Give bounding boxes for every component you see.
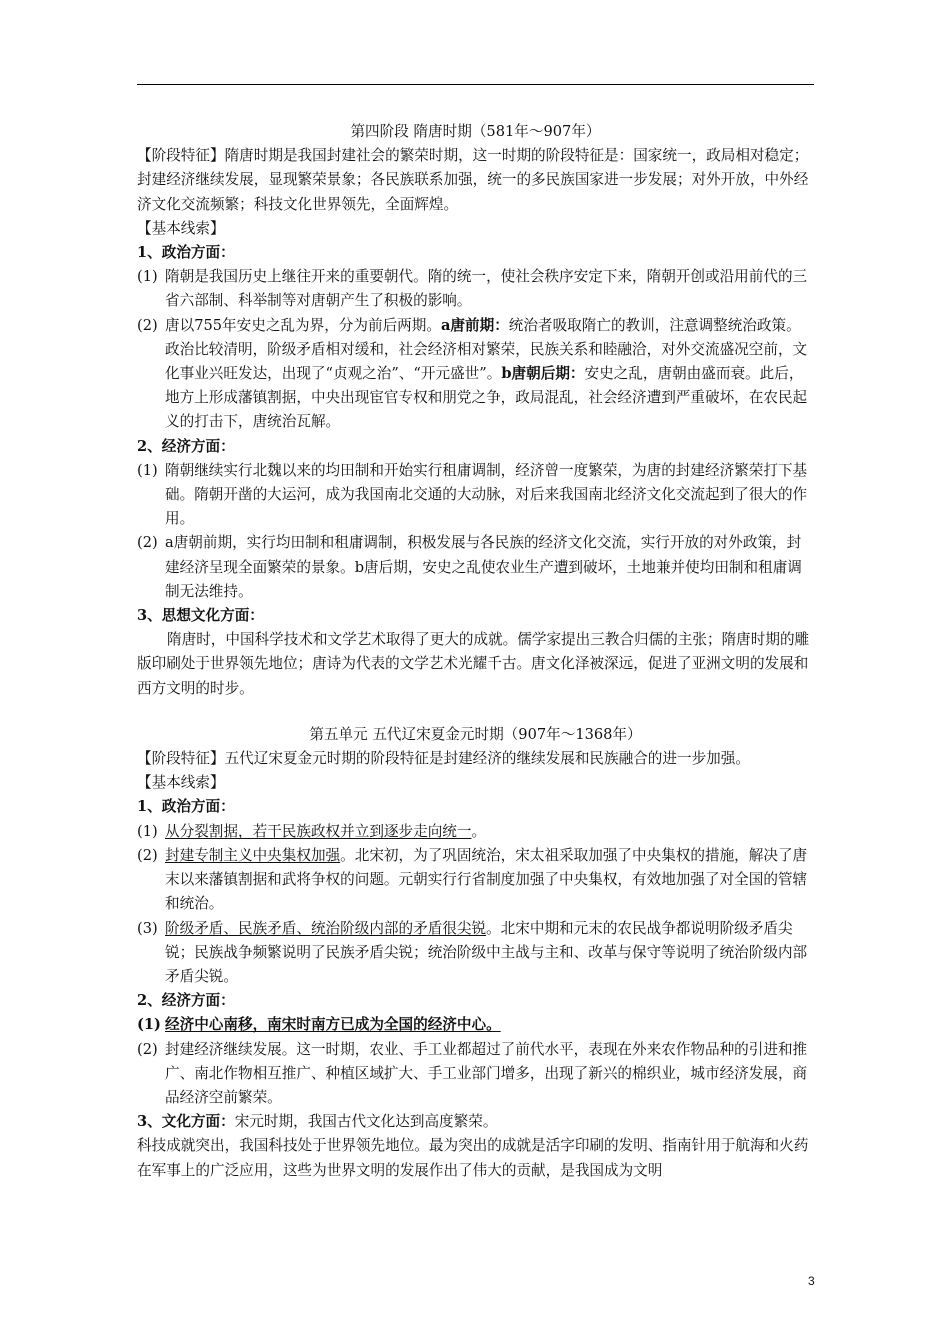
section4-culture-heading: 3、思想文化方面： xyxy=(137,607,264,625)
section5-politics-item-2 xyxy=(137,844,814,917)
section5-politics-item-3 xyxy=(137,917,814,990)
item-text: 隋朝是我国历史上继往开来的重要朝代。隋的统一，使社会秩序安定下来，隋朝开创或沿用前代的三省六部制、科举制等对唐朝产生了积极的影响。 xyxy=(165,268,808,310)
item-text-part: 。 xyxy=(471,822,487,840)
section4-title: 第四阶段 隋唐时期（581年～907年） xyxy=(350,123,601,140)
underlined-key-point: 从分裂割据，若干民族政权并立到逐步走向统一 xyxy=(165,822,472,840)
item-number: (2) xyxy=(137,846,158,864)
section4-economy-item-2 xyxy=(137,531,814,604)
section4-politics-item-1 xyxy=(137,265,814,313)
item-text-part: 。北宋初，为了巩固统治，宋太祖采取加强了中央集权的措施，解决了唐末以来藩镇割据和武将争权的问题。元朝实行行省制度加强了中央集权，有效地加强了对全国的管辖和统治。 xyxy=(165,846,808,913)
item-number: (2) xyxy=(137,534,158,552)
underlined-key-point: 经济中心南移，南宋时南方已成为全国的经济中心。 xyxy=(165,1016,501,1034)
section-spacer xyxy=(137,701,814,723)
item-number: (1) xyxy=(137,1016,161,1034)
section5-culture-lead: 宋元时期，我国古代文化达到高度繁荣。 xyxy=(234,1113,498,1131)
item-text-part: 唐以755年安史之乱为界，分为前后两期。 xyxy=(165,316,441,334)
item-number: (2) xyxy=(137,316,158,334)
section5-culture-heading-line xyxy=(137,1110,814,1134)
underlined-key-point: 封建专制主义中央集权加强 xyxy=(165,846,341,864)
section5-feature: 【阶段特征】五代辽宋夏金元时期的阶段特征是封建经济的继续发展和民族融合的进一步加强。 xyxy=(137,750,750,768)
section4-economy-heading: 2、经济方面： xyxy=(137,437,235,455)
underlined-key-point: 阶级矛盾、民族矛盾、统治阶级内部的矛盾很尖锐 xyxy=(165,919,487,937)
header-rule xyxy=(137,84,814,85)
section5-economy-heading: 2、经济方面： xyxy=(137,992,235,1010)
section5-economy-item-1 xyxy=(137,1013,814,1037)
item-text xyxy=(165,820,814,844)
item-number: (1) xyxy=(137,268,158,286)
section4-clue-heading: 【基本线索】 xyxy=(137,219,225,237)
section5-politics-item-1 xyxy=(137,820,814,844)
section5-economy-item-2 xyxy=(137,1038,814,1111)
late-tang-label: b唐朝后期： xyxy=(501,365,585,383)
early-tang-label: a唐前期： xyxy=(440,316,509,334)
section5-politics-heading: 1、政治方面： xyxy=(137,798,235,816)
item-text xyxy=(165,917,814,990)
item-text-part: 安史之乱，唐朝由盛而衰。此后，地方上形成藩镇割据，中央出现宦官专权和朋党之争，政局混乱，社会经济遭到严重破坏，在农民起义的打击下，唐统治瓦解。 xyxy=(165,365,808,431)
item-text xyxy=(165,844,814,917)
section5-culture-heading: 3、文化方面： xyxy=(137,1113,235,1131)
section4-politics-heading: 1、政治方面： xyxy=(137,244,235,262)
document-body xyxy=(137,120,814,1183)
item-text-part: 。北宋中期和元末的农民战争都说明阶级矛盾尖锐；民族战争频繁说明了民族矛盾尖锐；统治阶级中主战与主和、改革与保守等说明了统治阶级内部矛盾尖锐。 xyxy=(165,919,808,985)
page-number: 3 xyxy=(808,1274,815,1288)
section4-economy-item-1 xyxy=(137,459,814,532)
item-text: 隋朝继续实行北魏以来的均田制和开始实行租庸调制，经济曾一度繁荣，为唐的封建经济繁荣打下基础。隋朝开凿的大运河，成为我国南北交通的大动脉，对后来我国南北经济文化交流起到了很大的作用。 xyxy=(165,461,808,528)
item-number: (2) xyxy=(137,1040,158,1058)
section5-title: 第五单元 五代辽宋夏金元时期（907年～1368年） xyxy=(309,725,642,743)
section4-feature: 【阶段特征】隋唐时期是我国封建社会的繁荣时期，这一时期的阶段特征是：国家统一，政局相对稳定；封建经济继续发展，显现繁荣景象；各民族联系加强，统一的多民族国家进一步发展；对外开放，中外经济文化交流频繁；科技文化世界领先，全面辉煌。 xyxy=(137,147,809,213)
item-text: a唐朝前期，实行均田制和租庸调制，积极发展与各民族的经济文化交流，实行开放的对外政策，封建经济呈现全面繁荣的景象。b唐后期，安史之乱使农业生产遭到破坏，土地兼并使均田制和租庸调制无法维持。 xyxy=(165,534,802,600)
item-number: (1) xyxy=(137,461,158,479)
section5-culture-text: 科技成就突出，我国科技处于世界领先地位。最为突出的成就是活字印刷的发明、指南针用于航海和火药在军事上的广泛应用，这些为世界文明的发展作出了伟大的贡献，是我国成为文明 xyxy=(137,1137,809,1179)
section5-clue-heading: 【基本线索】 xyxy=(137,774,225,792)
section4-politics-item-2 xyxy=(137,314,814,435)
section4-culture-text: 隋唐时，中国科学技术和文学艺术取得了更大的成就。儒学家提出三教合归儒的主张；隋唐时期的雕版印刷处于世界领先地位；唐诗为代表的文学艺术光耀千古。唐文化泽被深远，促进了亚洲文明的发展和西方文明的时步。 xyxy=(137,631,810,697)
item-text: 封建经济继续发展。这一时期，农业、手工业都超过了前代水平，表现在外来农作物品种的引进和推广、南北作物相互推广、种植区域扩大、手工业部门增多，出现了新兴的棉织业，城市经济发展，商品经济空前繁荣。 xyxy=(165,1040,808,1106)
item-text-part: 统治者吸取隋亡的教训，注意调整统治政策。政治比较清明，阶级矛盾相对缓和，社会经济相对繁荣，民族关系和睦融洽，对外交流盛况空前，文化事业兴旺发达，出现了“贞观之治”、“开元盛世”。 xyxy=(165,316,808,383)
item-text xyxy=(165,1013,814,1037)
item-number: (1) xyxy=(137,822,158,840)
item-number: (3) xyxy=(137,919,158,937)
item-text xyxy=(165,314,814,435)
